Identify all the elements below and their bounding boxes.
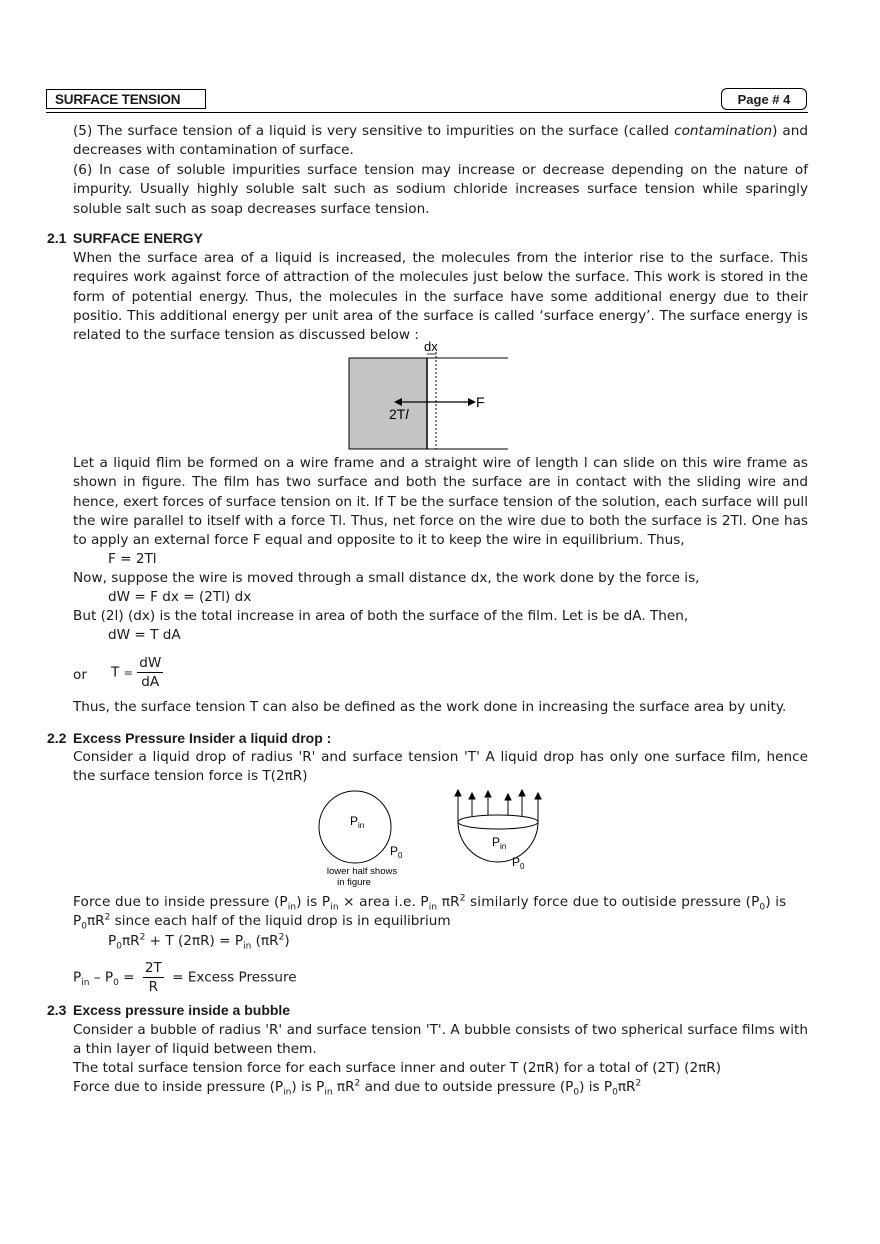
wire-moved-line: Now, suppose the wire is moved through a small distance dx, the work done by the force is,	[73, 570, 700, 586]
equation-T-fraction: T = $\frac{dW}{dA}$	[111, 655, 162, 690]
header-title-box	[46, 89, 206, 109]
bubble-pressure-line: Force due to inside pressure $(P_{in})$ is $P_{in}$ $\pi R^2$ and due to outside pressure $(P_0)$ is $P_0\pi R^2$	[73, 1078, 642, 1098]
force-pressure-line-1: Force due to inside pressure $(P_{in})$ is $P_{in}$ × area i.e. $P_{in}$ $\pi R^2$ similarly force due to outiside pressure $(P_0)$ is	[73, 893, 787, 913]
bubble-force-line: The total surface tension force for each surface inner and outer T (2πR) for a total of (2T) (2πR)	[73, 1060, 722, 1076]
liquid-film	[349, 358, 427, 449]
definition-line: Thus, the surface tension T can also be defined as the work done in increasing the surface area by unity.	[73, 699, 787, 715]
l-label: l	[405, 406, 409, 422]
section-2-1-heading: 2.1 SURFACE ENERGY	[47, 230, 203, 246]
area-increase-line: But (2l) (dx) is the total increase in area of both the surface of the film. Let is be dA. Then,	[73, 608, 689, 624]
svg-text:P0: $P_0$	[390, 844, 403, 860]
header-title: SURFACE TENSION	[55, 92, 181, 107]
page-number-box	[721, 88, 807, 110]
intro-point-5: (5) The surface tension of a liquid is very sensitive to impurities on the surface (called contamination) and decreases with contamination of surface.	[73, 123, 809, 159]
svg-text:P0: $P_0$	[512, 855, 525, 871]
section-2-2-heading: 2.2 Excess Pressure Insider a liquid drop :	[47, 730, 332, 746]
figure-caption-1: lower half shows	[326, 866, 398, 877]
hemisphere-rim	[458, 815, 538, 829]
equilibrium-equation: $P_0\pi R^2 + T$ $(2\pi R) = P_{in}$ $(\pi R^2)$	[108, 932, 290, 952]
svg-text:Pin: $P_{in}$	[492, 835, 507, 851]
2T-label: 2T	[389, 406, 406, 422]
or-label: or	[73, 667, 87, 683]
equation-dW-F: dW = F dx = (2Tl) dx	[108, 589, 252, 605]
liquid-drop-figure	[310, 780, 560, 890]
header-rule	[46, 112, 808, 113]
force-F-label: F	[476, 394, 485, 410]
bubble-paragraph: Consider a bubble of radius 'R' and surface tension 'T'. A bubble consists of two spherical surface films with a thin layer of liquid between them.	[73, 1022, 808, 1058]
wire-frame-paragraph: Let a liquid flim be formed on a wire frame and a straight wire of length l can slide on this wire frame as shown in figure. The film has two surface and both the surface are in contact with the sliding wire and hence, exert forces of surface tension on it. If T be the surface tension of the solution, each surface will pull the wire parallel to itself with a force Tl. Thus, net force on the wire due to both the surface is 2Tl. One has to apply an external force F equal and opposite to it to keep the wire in equilibrium. Thus,	[73, 455, 808, 549]
svg-text:Pin: $P_{in}$	[350, 814, 365, 830]
force-pressure-line-2: $P_0\pi R^2$ since each half of the liquid drop is in equilibrium	[73, 912, 451, 932]
arrow-head-right	[468, 398, 476, 406]
svg-text:2Tl	[389, 406, 409, 422]
excess-pressure-equation: $P_{in} - P_0$ = $\frac{2T}{R}$ = Excess Pressure	[73, 960, 297, 995]
intro-point-6: (6) In case of soluble impurities surface tension may increase or decrease depending on the nature of impurity. Usually highly soluble salt such as sodium chloride increases surface tension while sparingly soluble salt such as soap decreases surface tension.	[73, 162, 808, 217]
section-2-3-heading: 2.3 Excess pressure inside a bubble	[47, 1002, 291, 1018]
surface-energy-paragraph: When the surface area of a liquid is increased, the molecules from the interior rise to the surface. This requires work against force of attraction of the molecules just below the surface. This work is stored in the form of potential energy. Thus, the molecules in the surface have some additional energy due to their positio. This additional energy per unit area of the surface is called ‘surface energy’. The surface energy is related to the surface tension as discussed below :	[73, 250, 808, 344]
wire-frame-figure	[340, 338, 520, 454]
figure-caption-2: in figure	[337, 877, 371, 888]
liquid-drop-paragraph: Consider a liquid drop of radius 'R' and surface tension 'T' A liquid drop has only one surface film, hence the surface tension force is T(2πR)	[73, 749, 808, 785]
page-number: Page # 4	[737, 92, 791, 107]
equation-F: F = 2Tl	[108, 551, 157, 567]
equation-dW-T: dW = T dA	[108, 627, 181, 643]
dx-label: dx	[424, 339, 438, 354]
